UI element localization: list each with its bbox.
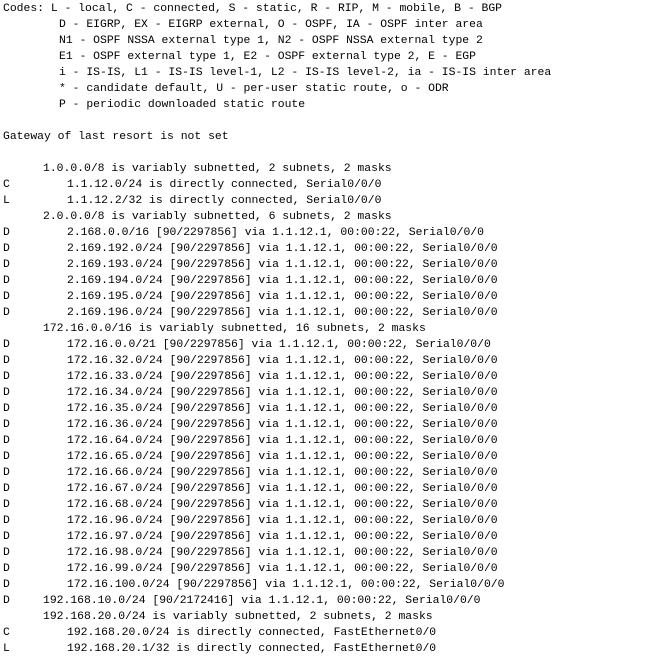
route-code: D — [3, 259, 10, 271]
route-detail: 172.16.98.0/24 [90/2297856] via 1.1.12.1, 00:00:22, Serial0/0/0 — [67, 547, 498, 559]
route-detail: 172.16.64.0/24 [90/2297856] via 1.1.12.1, 00:00:22, Serial0/0/0 — [67, 435, 498, 447]
blank-line — [3, 113, 643, 129]
route-code: L — [3, 195, 10, 207]
route-entry — [3, 449, 643, 465]
route-entry — [3, 225, 643, 241]
route-entry — [3, 337, 643, 353]
route-detail: 2.169.196.0/24 [90/2297856] via 1.1.12.1, 00:00:22, Serial0/0/0 — [67, 307, 498, 319]
route-entry — [3, 417, 643, 433]
route-code: D — [3, 531, 10, 543]
blank-line — [3, 145, 643, 161]
route-entry — [3, 481, 643, 497]
route-entry — [3, 465, 643, 481]
route-code: D — [3, 275, 10, 287]
route-detail: 172.16.33.0/24 [90/2297856] via 1.1.12.1, 00:00:22, Serial0/0/0 — [67, 371, 498, 383]
route-code: D — [3, 403, 10, 415]
route-code: D — [3, 339, 10, 351]
route-detail: 172.16.32.0/24 [90/2297856] via 1.1.12.1, 00:00:22, Serial0/0/0 — [67, 355, 498, 367]
route-code: C — [3, 627, 10, 639]
route-detail: 192.168.10.0/24 [90/2172416] via 1.1.12.1, 00:00:22, Serial0/0/0 — [43, 595, 481, 607]
route-entry — [3, 369, 643, 385]
route-detail: 1.1.12.2/32 is directly connected, Serial0/0/0 — [67, 195, 382, 207]
route-detail: 192.168.20.0/24 is directly connected, FastEthernet0/0 — [67, 627, 437, 639]
routing-table — [3, 161, 643, 657]
route-detail: 172.16.67.0/24 [90/2297856] via 1.1.12.1, 00:00:22, Serial0/0/0 — [67, 483, 498, 495]
route-detail: 172.16.97.0/24 [90/2297856] via 1.1.12.1, 00:00:22, Serial0/0/0 — [67, 531, 498, 543]
route-entry — [3, 497, 643, 513]
route-entry — [3, 513, 643, 529]
route-code: D — [3, 371, 10, 383]
route-detail: 2.169.194.0/24 [90/2297856] via 1.1.12.1, 00:00:22, Serial0/0/0 — [67, 275, 498, 287]
route-entry — [3, 625, 643, 641]
route-entry — [3, 401, 643, 417]
subnet-summary-header: 2.0.0.0/8 is variably subnetted, 6 subnets, 2 masks — [43, 211, 392, 223]
route-entry — [3, 593, 643, 609]
route-code: D — [3, 467, 10, 479]
route-entry — [3, 545, 643, 561]
route-entry — [3, 577, 643, 593]
route-code: D — [3, 387, 10, 399]
route-detail: 172.16.66.0/24 [90/2297856] via 1.1.12.1, 00:00:22, Serial0/0/0 — [67, 467, 498, 479]
route-detail: 1.1.12.0/24 is directly connected, Serial0/0/0 — [67, 179, 382, 191]
terminal-output — [3, 1, 643, 657]
route-detail: 172.16.35.0/24 [90/2297856] via 1.1.12.1, 00:00:22, Serial0/0/0 — [67, 403, 498, 415]
codes-legend-line: * - candidate default, U - per-user static route, o - ODR — [59, 83, 449, 95]
route-code: D — [3, 579, 10, 591]
route-detail: 172.16.100.0/24 [90/2297856] via 1.1.12.1, 00:00:22, Serial0/0/0 — [67, 579, 505, 591]
route-entry — [3, 289, 643, 305]
route-entry — [3, 433, 643, 449]
route-code: D — [3, 435, 10, 447]
route-entry — [3, 561, 643, 577]
route-entry — [3, 305, 643, 321]
route-code: D — [3, 227, 10, 239]
subnet-summary-header: 192.168.20.0/24 is variably subnetted, 2 subnets, 2 masks — [43, 611, 433, 623]
route-code: D — [3, 563, 10, 575]
route-entry — [3, 241, 643, 257]
route-code: C — [3, 179, 10, 191]
route-detail: 172.16.68.0/24 [90/2297856] via 1.1.12.1, 00:00:22, Serial0/0/0 — [67, 499, 498, 511]
route-detail: 2.169.195.0/24 [90/2297856] via 1.1.12.1, 00:00:22, Serial0/0/0 — [67, 291, 498, 303]
route-code: D — [3, 515, 10, 527]
codes-legend-line: D - EIGRP, EX - EIGRP external, O - OSPF, IA - OSPF inter area — [59, 19, 483, 31]
route-detail: 2.169.193.0/24 [90/2297856] via 1.1.12.1, 00:00:22, Serial0/0/0 — [67, 259, 498, 271]
gateway-status: Gateway of last resort is not set — [3, 131, 229, 143]
route-detail: 172.16.36.0/24 [90/2297856] via 1.1.12.1, 00:00:22, Serial0/0/0 — [67, 419, 498, 431]
route-entry — [3, 641, 643, 657]
route-code: D — [3, 291, 10, 303]
route-detail: 2.168.0.0/16 [90/2297856] via 1.1.12.1, 00:00:22, Serial0/0/0 — [67, 227, 484, 239]
route-detail: 172.16.65.0/24 [90/2297856] via 1.1.12.1, 00:00:22, Serial0/0/0 — [67, 451, 498, 463]
codes-legend-line: E1 - OSPF external type 1, E2 - OSPF external type 2, E - EGP — [59, 51, 476, 63]
codes-legend-line: Codes: L - local, C - connected, S - static, R - RIP, M - mobile, B - BGP — [3, 3, 502, 15]
route-entry — [3, 353, 643, 369]
route-code: D — [3, 499, 10, 511]
route-entry — [3, 529, 643, 545]
route-code: D — [3, 451, 10, 463]
route-entry — [3, 273, 643, 289]
codes-legend-line: i - IS-IS, L1 - IS-IS level-1, L2 - IS-IS level-2, ia - IS-IS inter area — [59, 67, 552, 79]
route-detail: 172.16.34.0/24 [90/2297856] via 1.1.12.1, 00:00:22, Serial0/0/0 — [67, 387, 498, 399]
route-code: D — [3, 595, 10, 607]
route-code: D — [3, 547, 10, 559]
route-entry — [3, 193, 643, 209]
route-code: D — [3, 243, 10, 255]
subnet-summary-header: 1.0.0.0/8 is variably subnetted, 2 subnets, 2 masks — [43, 163, 392, 175]
codes-legend-line: N1 - OSPF NSSA external type 1, N2 - OSPF NSSA external type 2 — [59, 35, 483, 47]
route-detail: 2.169.192.0/24 [90/2297856] via 1.1.12.1, 00:00:22, Serial0/0/0 — [67, 243, 498, 255]
route-detail: 172.16.0.0/21 [90/2297856] via 1.1.12.1, 00:00:22, Serial0/0/0 — [67, 339, 491, 351]
route-code: D — [3, 483, 10, 495]
route-entry — [3, 177, 643, 193]
route-code: L — [3, 643, 10, 655]
route-detail: 172.16.96.0/24 [90/2297856] via 1.1.12.1, 00:00:22, Serial0/0/0 — [67, 515, 498, 527]
route-code: D — [3, 355, 10, 367]
route-entry — [3, 385, 643, 401]
route-detail: 192.168.20.1/32 is directly connected, FastEthernet0/0 — [67, 643, 437, 655]
codes-legend-line: P - periodic downloaded static route — [59, 99, 306, 111]
subnet-summary-header: 172.16.0.0/16 is variably subnetted, 16 subnets, 2 masks — [43, 323, 426, 335]
route-entry — [3, 257, 643, 273]
route-code: D — [3, 419, 10, 431]
route-code: D — [3, 307, 10, 319]
route-detail: 172.16.99.0/24 [90/2297856] via 1.1.12.1, 00:00:22, Serial0/0/0 — [67, 563, 498, 575]
